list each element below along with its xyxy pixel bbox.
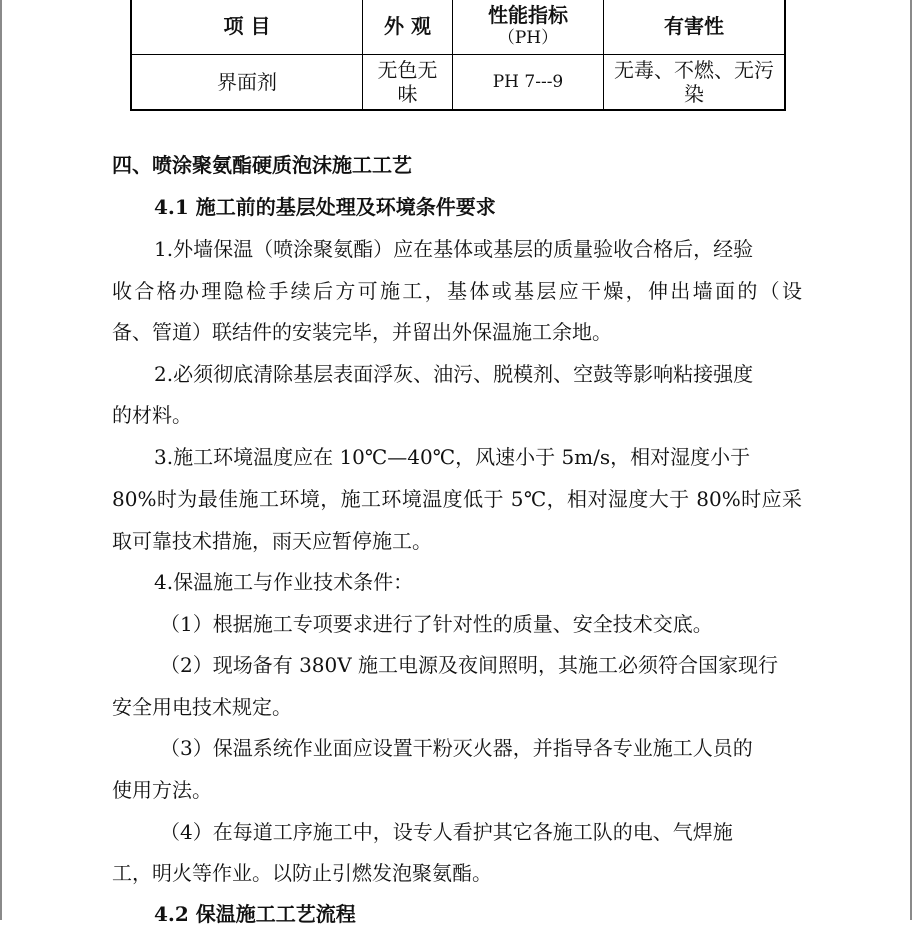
cell-performance: PH 7---9 [453, 55, 604, 111]
header-item: 项 目 [131, 0, 363, 55]
paragraph-line: 3.施工环境温度应在 10℃—40℃，风速小于 5m/s，相对湿度小于 [154, 445, 751, 469]
paragraph-line: 1.外墙保温（喷涂聚氨酯）应在基体或基层的质量验收合格后，经验 [154, 237, 754, 261]
list-item-continuation: 使用方法。 [112, 778, 212, 802]
list-item-continuation: 工，明火等作业。以防止引燃发泡聚氨酯。 [112, 861, 492, 885]
list-item: （1）根据施工专项要求进行了针对性的质量、安全技术交底。 [160, 612, 713, 636]
paragraph-line: 4.保温施工与作业技术条件： [154, 570, 414, 594]
paragraph-line: 收合格办理隐检手续后方可施工，基体或基层应干燥，伸出墙面的（设 [112, 279, 802, 303]
header-hazard: 有害性 [604, 0, 786, 55]
subsection-title-4-1: 4.1 施工前的基层处理及环境条件要求 [154, 195, 496, 219]
header-performance-unit: （PH） [497, 28, 559, 48]
cell-item: 界面剂 [131, 55, 363, 111]
header-performance-label: 性能指标 [488, 3, 568, 27]
section-title: 四、喷涂聚氨酯硬质泡沫施工工艺 [112, 153, 412, 177]
paragraph-line: 备、管道）联结件的安装完毕，并留出外保温施工余地。 [112, 320, 612, 344]
paragraph-line: 2.必须彻底清除基层表面浮灰、油污、脱模剂、空鼓等影响粘接强度 [154, 362, 754, 386]
cell-hazard: 无毒、不燃、无污染 [604, 55, 786, 111]
list-item: （3）保温系统作业面应设置干粉灭火器，并指导各专业施工人员的 [160, 736, 753, 760]
subsection-title-4-2: 4.2 保温施工工艺流程 [154, 902, 356, 926]
table-row [131, 55, 785, 111]
spec-table [130, 0, 786, 111]
paragraph-line: 80%时为最佳施工环境，施工环境温度低于 5℃，相对湿度大于 80%时应采 [112, 487, 802, 511]
table-header-row [131, 0, 785, 55]
paragraph-line: 的材料。 [112, 403, 192, 427]
paragraph-line: 取可靠技术措施，雨天应暂停施工。 [112, 529, 432, 553]
list-item: （2）现场备有 380V 施工电源及夜间照明，其施工必须符合国家现行 [160, 653, 779, 677]
page-edge-left [0, 0, 2, 920]
list-item: （4）在每道工序施工中，设专人看护其它各施工队的电、气焊施 [160, 820, 733, 844]
cell-appearance: 无色无味 [363, 55, 453, 111]
header-performance [453, 0, 604, 55]
header-appearance: 外 观 [363, 0, 453, 55]
list-item-continuation: 安全用电技术规定。 [112, 695, 292, 719]
